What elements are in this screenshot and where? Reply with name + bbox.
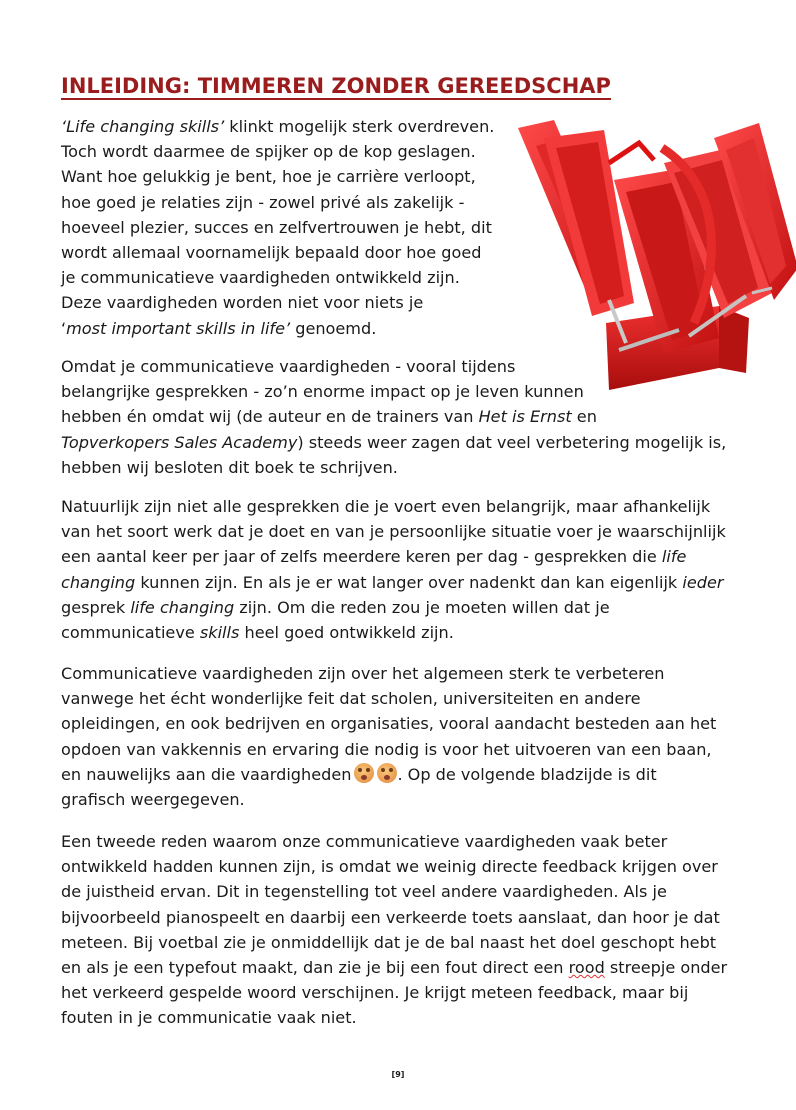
text-line: hebben én omdat wij (de auteur en de trainers van Het is Ernst en bbox=[61, 407, 597, 427]
text-line: Toch wordt daarmee de spijker op de kop geslagen. bbox=[61, 142, 476, 162]
text-line: ‘most important skills in life’ genoemd. bbox=[61, 318, 377, 338]
text-line: hoe goed je relaties zijn - zowel privé als zakelijk - bbox=[61, 192, 465, 212]
text-line: de juistheid ervan. Dit in tegenstelling tot veel andere vaardigheden. Als je bbox=[61, 882, 667, 902]
text-line: opdoen van vakkennis en ervaring die nodig is voor het uitvoeren van een baan, bbox=[61, 739, 712, 759]
text-line: ‘Life changing skills’ klinkt mogelijk sterk overdreven. bbox=[61, 117, 495, 136]
text-line: changing kunnen zijn. En als je er wat langer over nadenkt dan kan eigenlijk ieder bbox=[61, 572, 724, 592]
text-line: het verkeerd gespelde woord verschijnen. Je krijgt meteen feedback, maar bij bbox=[61, 983, 689, 1003]
text-line: Natuurlijk zijn niet alle gesprekken die je voert even belangrijk, maar afhankelijk bbox=[61, 497, 711, 516]
text-line: van het soort werk dat je doet en van je persoonlijke situatie voer je waarschijnlijk bbox=[61, 522, 726, 542]
text-line: bijvoorbeeld pianospeelt en daarbij een verkeerde toets aanslaat, dan hoor je dat bbox=[61, 907, 720, 927]
text-line: wordt allemaal voornamelijk bepaald door hoe goed bbox=[61, 243, 482, 263]
text-line: een aantal keer per jaar of zelfs meerdere keren per dag - gesprekken die life bbox=[61, 547, 687, 567]
text-line: Een tweede reden waarom onze communicatieve vaardigheden vaak beter bbox=[61, 832, 668, 851]
text-line: gesprek life changing zijn. Om die reden zou je moeten willen dat je bbox=[61, 597, 610, 617]
paragraph-1 bbox=[61, 114, 494, 341]
text-line: communicatieve skills heel goed ontwikkeld zijn. bbox=[61, 623, 454, 643]
toolbox-illustration bbox=[514, 118, 796, 393]
text-line: grafisch weergegeven. bbox=[61, 790, 245, 810]
text-line: Omdat je communicatieve vaardigheden - vooral tijdens bbox=[61, 357, 516, 376]
text-line: en als je een typefout maakt, dan zie je bij een fout direct een rood streepje onder bbox=[61, 958, 728, 978]
paragraph-5 bbox=[61, 829, 727, 1031]
astonished-face-icon bbox=[354, 763, 374, 783]
page-number: [9] bbox=[391, 1070, 405, 1079]
astonished-face-icon bbox=[377, 763, 397, 783]
text-line: en nauwelijks aan die vaardigheden . Op de volgende bladzijde is dit bbox=[61, 764, 657, 784]
paragraph-4 bbox=[61, 661, 716, 812]
text-line: belangrijke gesprekken - zo’n enorme impact op je leven kunnen bbox=[61, 382, 584, 402]
paragraph-2 bbox=[61, 354, 726, 480]
paragraph-3 bbox=[61, 494, 726, 645]
text-line: fouten in je communicatie vaak niet. bbox=[61, 1008, 357, 1028]
text-line: Deze vaardigheden worden niet voor niets je bbox=[61, 293, 424, 313]
text-line: ontwikkeld hadden kunnen zijn, is omdat we weinig directe feedback krijgen over bbox=[61, 857, 718, 877]
text-line: je communicatieve vaardigheden ontwikkeld zijn. bbox=[61, 268, 460, 288]
text-line: hebben wij besloten dit boek te schrijven. bbox=[61, 457, 398, 477]
text-line: Topverkopers Sales Academy) steeds weer zagen dat veel verbetering mogelijk is, bbox=[61, 432, 727, 452]
text-line: Communicatieve vaardigheden zijn over het algemeen sterk te verbeteren bbox=[61, 664, 665, 683]
chapter-heading: INLEIDING: TIMMEREN ZONDER GEREEDSCHAP bbox=[61, 74, 611, 98]
text-line: meteen. Bij voetbal zie je onmiddellijk dat je de bal naast het doel geschopt hebt bbox=[61, 932, 717, 952]
text-line: vanwege het écht wonderlijke feit dat scholen, universiteiten en andere bbox=[61, 689, 641, 709]
text-line: Want hoe gelukkig je bent, hoe je carrière verloopt, bbox=[61, 167, 476, 187]
text-line: opleidingen, en ook bedrijven en organisaties, vooral aandacht besteden aan het bbox=[61, 714, 717, 734]
text-line: hoeveel plezier, succes en zelfvertrouwen je hebt, dit bbox=[61, 217, 492, 237]
